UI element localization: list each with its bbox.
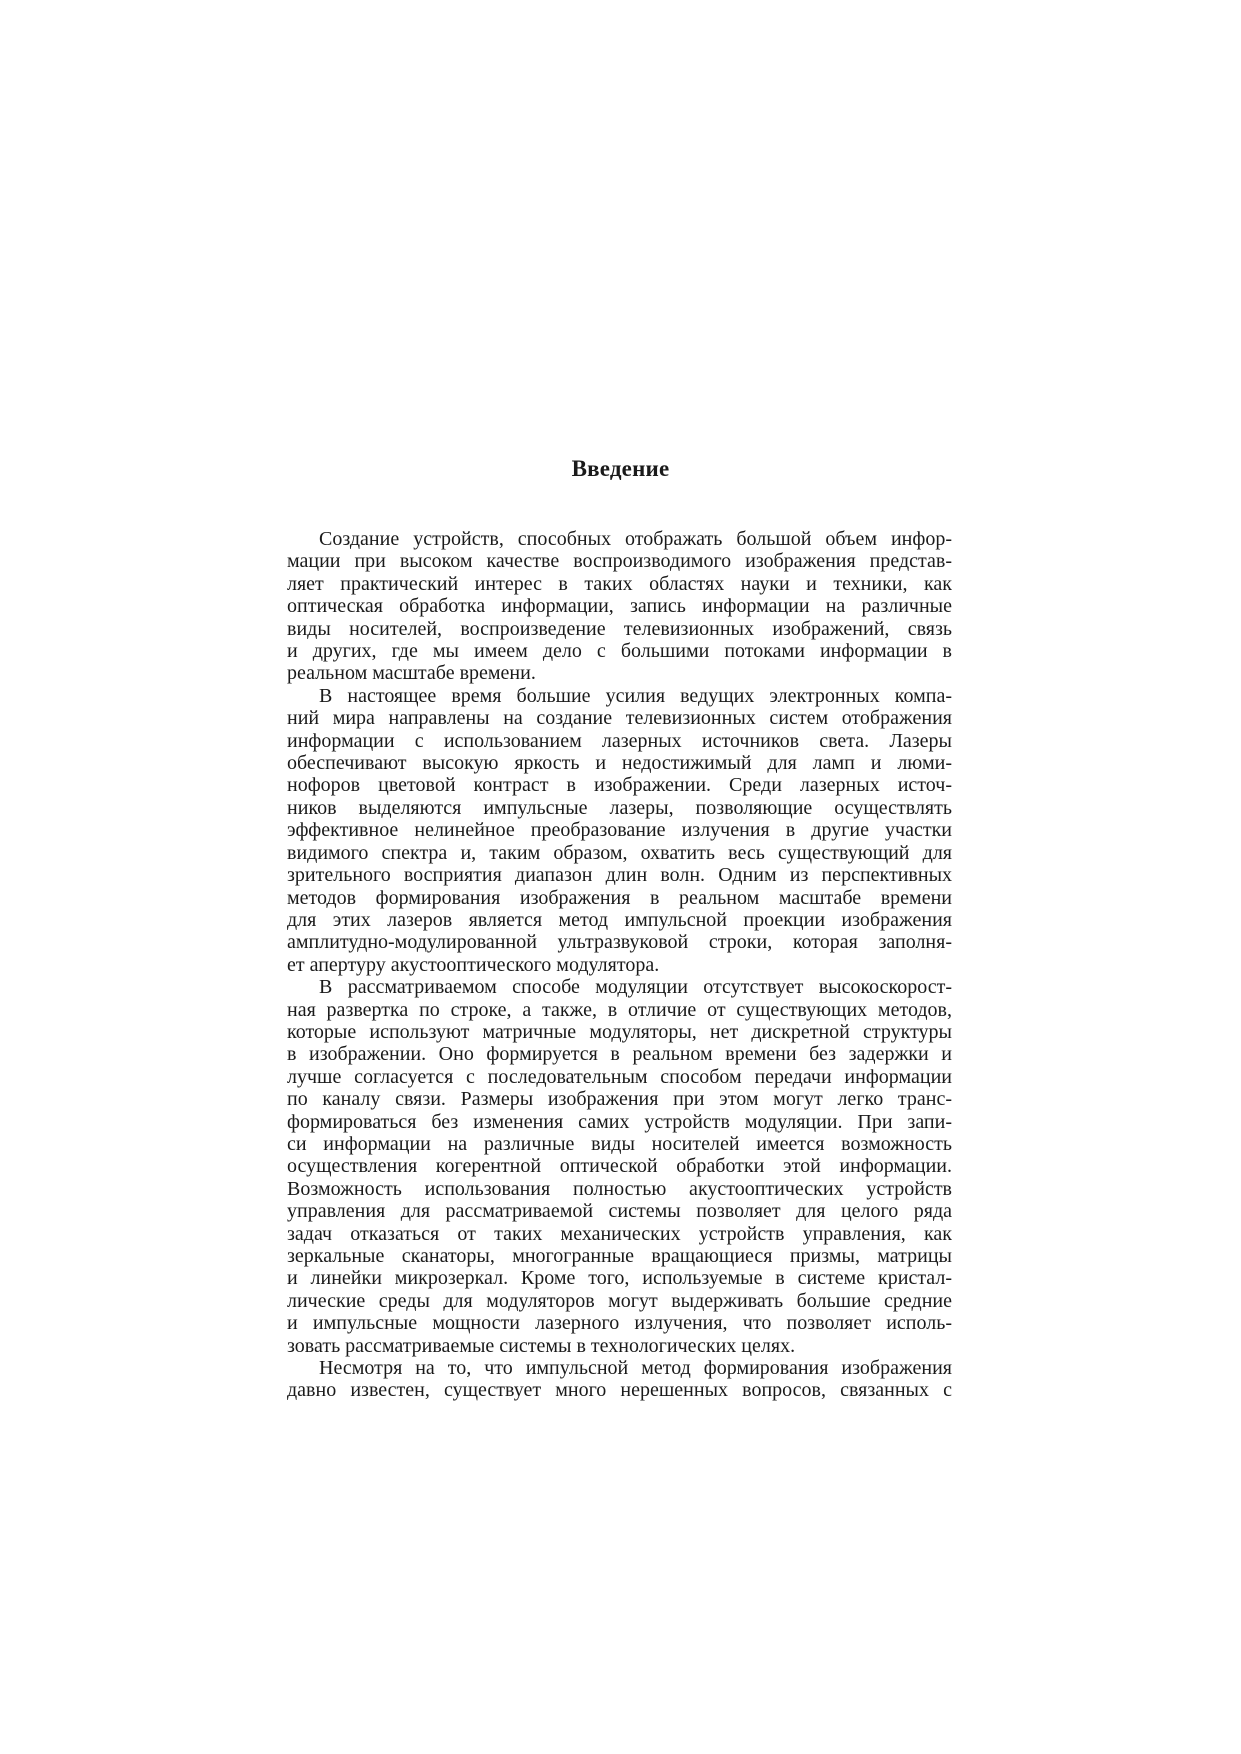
text-line: видимого спектра и, таким образом, охватить весь существующий для xyxy=(287,841,952,864)
text-line: ний мира направлены на создание телевизионных систем отображения xyxy=(287,707,952,730)
text-line: зрительного восприятия диапазон длин волн. Одним из перспективных xyxy=(287,864,952,887)
text-line: которые используют матричные модуляторы, нет дискретной структуры xyxy=(287,1020,952,1043)
text-line: методов формирования изображения в реальном масштабе времени xyxy=(287,886,952,909)
text-line: Создание устройств, способных отображать большой объем инфор- xyxy=(319,528,952,550)
text-line: информации с использованием лазерных источников света. Лазеры xyxy=(287,729,952,752)
text-line: эффективное нелинейное преобразование излучения в другие участки xyxy=(287,819,952,842)
body-text xyxy=(287,528,952,1402)
text-line: В настоящее время большие усилия ведущих электронных компа- xyxy=(319,684,952,707)
text-line: мации при высоком качестве воспроизводимого изображения представ- xyxy=(287,550,952,573)
text-line: задач отказаться от таких механических устройств управления, как xyxy=(287,1222,952,1245)
text-line: ная развертка по строке, а также, в отличие от существующих методов, xyxy=(287,998,952,1021)
text-line: Возможность использования полностью акустооптических устройств xyxy=(287,1177,952,1200)
text-line: ников выделяются импульсные лазеры, позволяющие осуществлять xyxy=(287,796,952,819)
text-line: и линейки микрозеркал. Кроме того, используемые в системе кристал- xyxy=(287,1267,952,1290)
text-line: зеркальные сканаторы, многогранные вращающиеся призмы, матрицы xyxy=(287,1245,952,1267)
paragraph-4 xyxy=(287,1357,952,1402)
text-line: управления для рассматриваемой системы позволяет для целого ряда xyxy=(287,1200,952,1223)
text-line: виды носителей, воспроизведение телевизионных изображений, связь xyxy=(287,617,952,640)
text-line: амплитудно-модулированной ультразвуковой строки, которая заполня- xyxy=(287,931,952,954)
text-line: давно известен, существует много нерешенных вопросов, связанных с xyxy=(287,1379,952,1402)
text-line: и импульсные мощности лазерного излучения, что позволяет исполь- xyxy=(287,1312,952,1335)
text-line: Несмотря на то, что импульсной метод формирования изображения xyxy=(319,1357,952,1380)
text-line: си информации на различные виды носителей имеется возможность xyxy=(287,1132,952,1155)
paragraph-3 xyxy=(287,976,952,1357)
text-line: в изображении. Оно формируется в реальном времени без задержки и xyxy=(287,1043,952,1066)
paragraph-2 xyxy=(287,685,952,976)
text-line: нофоров цветовой контраст в изображении. Среди лазерных источ- xyxy=(287,774,952,797)
page-title: Введение xyxy=(571,456,670,481)
text-line: зовать рассматриваемые системы в технологических целях. xyxy=(287,1334,796,1357)
text-line: оптическая обработка информации, запись информации на различные xyxy=(287,595,952,618)
text-line: обеспечивают высокую яркость и недостижимый для ламп и люми- xyxy=(287,752,952,775)
text-line: лучше согласуется с последовательным способом передачи информации xyxy=(287,1065,952,1088)
paragraph-1 xyxy=(287,528,952,685)
text-line: реальном масштабе времени. xyxy=(287,662,536,685)
text-line: ляет практический интерес в таких областях науки и техники, как xyxy=(287,572,952,595)
text-line: лические среды для модуляторов могут выдерживать большие средние xyxy=(287,1289,952,1312)
text-line: осуществления когерентной оптической обработки этой информации. xyxy=(287,1155,952,1178)
text-line: ет апертуру акустооптического модулятора. xyxy=(287,953,660,976)
text-line: формироваться без изменения самих устройств модуляции. При запи- xyxy=(287,1110,952,1133)
text-line: В рассматриваемом способе модуляции отсутствует высокоскорост- xyxy=(319,976,952,999)
text-line: по каналу связи. Размеры изображения при этом могут легко транс- xyxy=(287,1088,952,1111)
text-line: для этих лазеров является метод импульсной проекции изображения xyxy=(287,908,952,931)
text-line: и других, где мы имеем дело с большими потоками информации в xyxy=(287,640,952,663)
